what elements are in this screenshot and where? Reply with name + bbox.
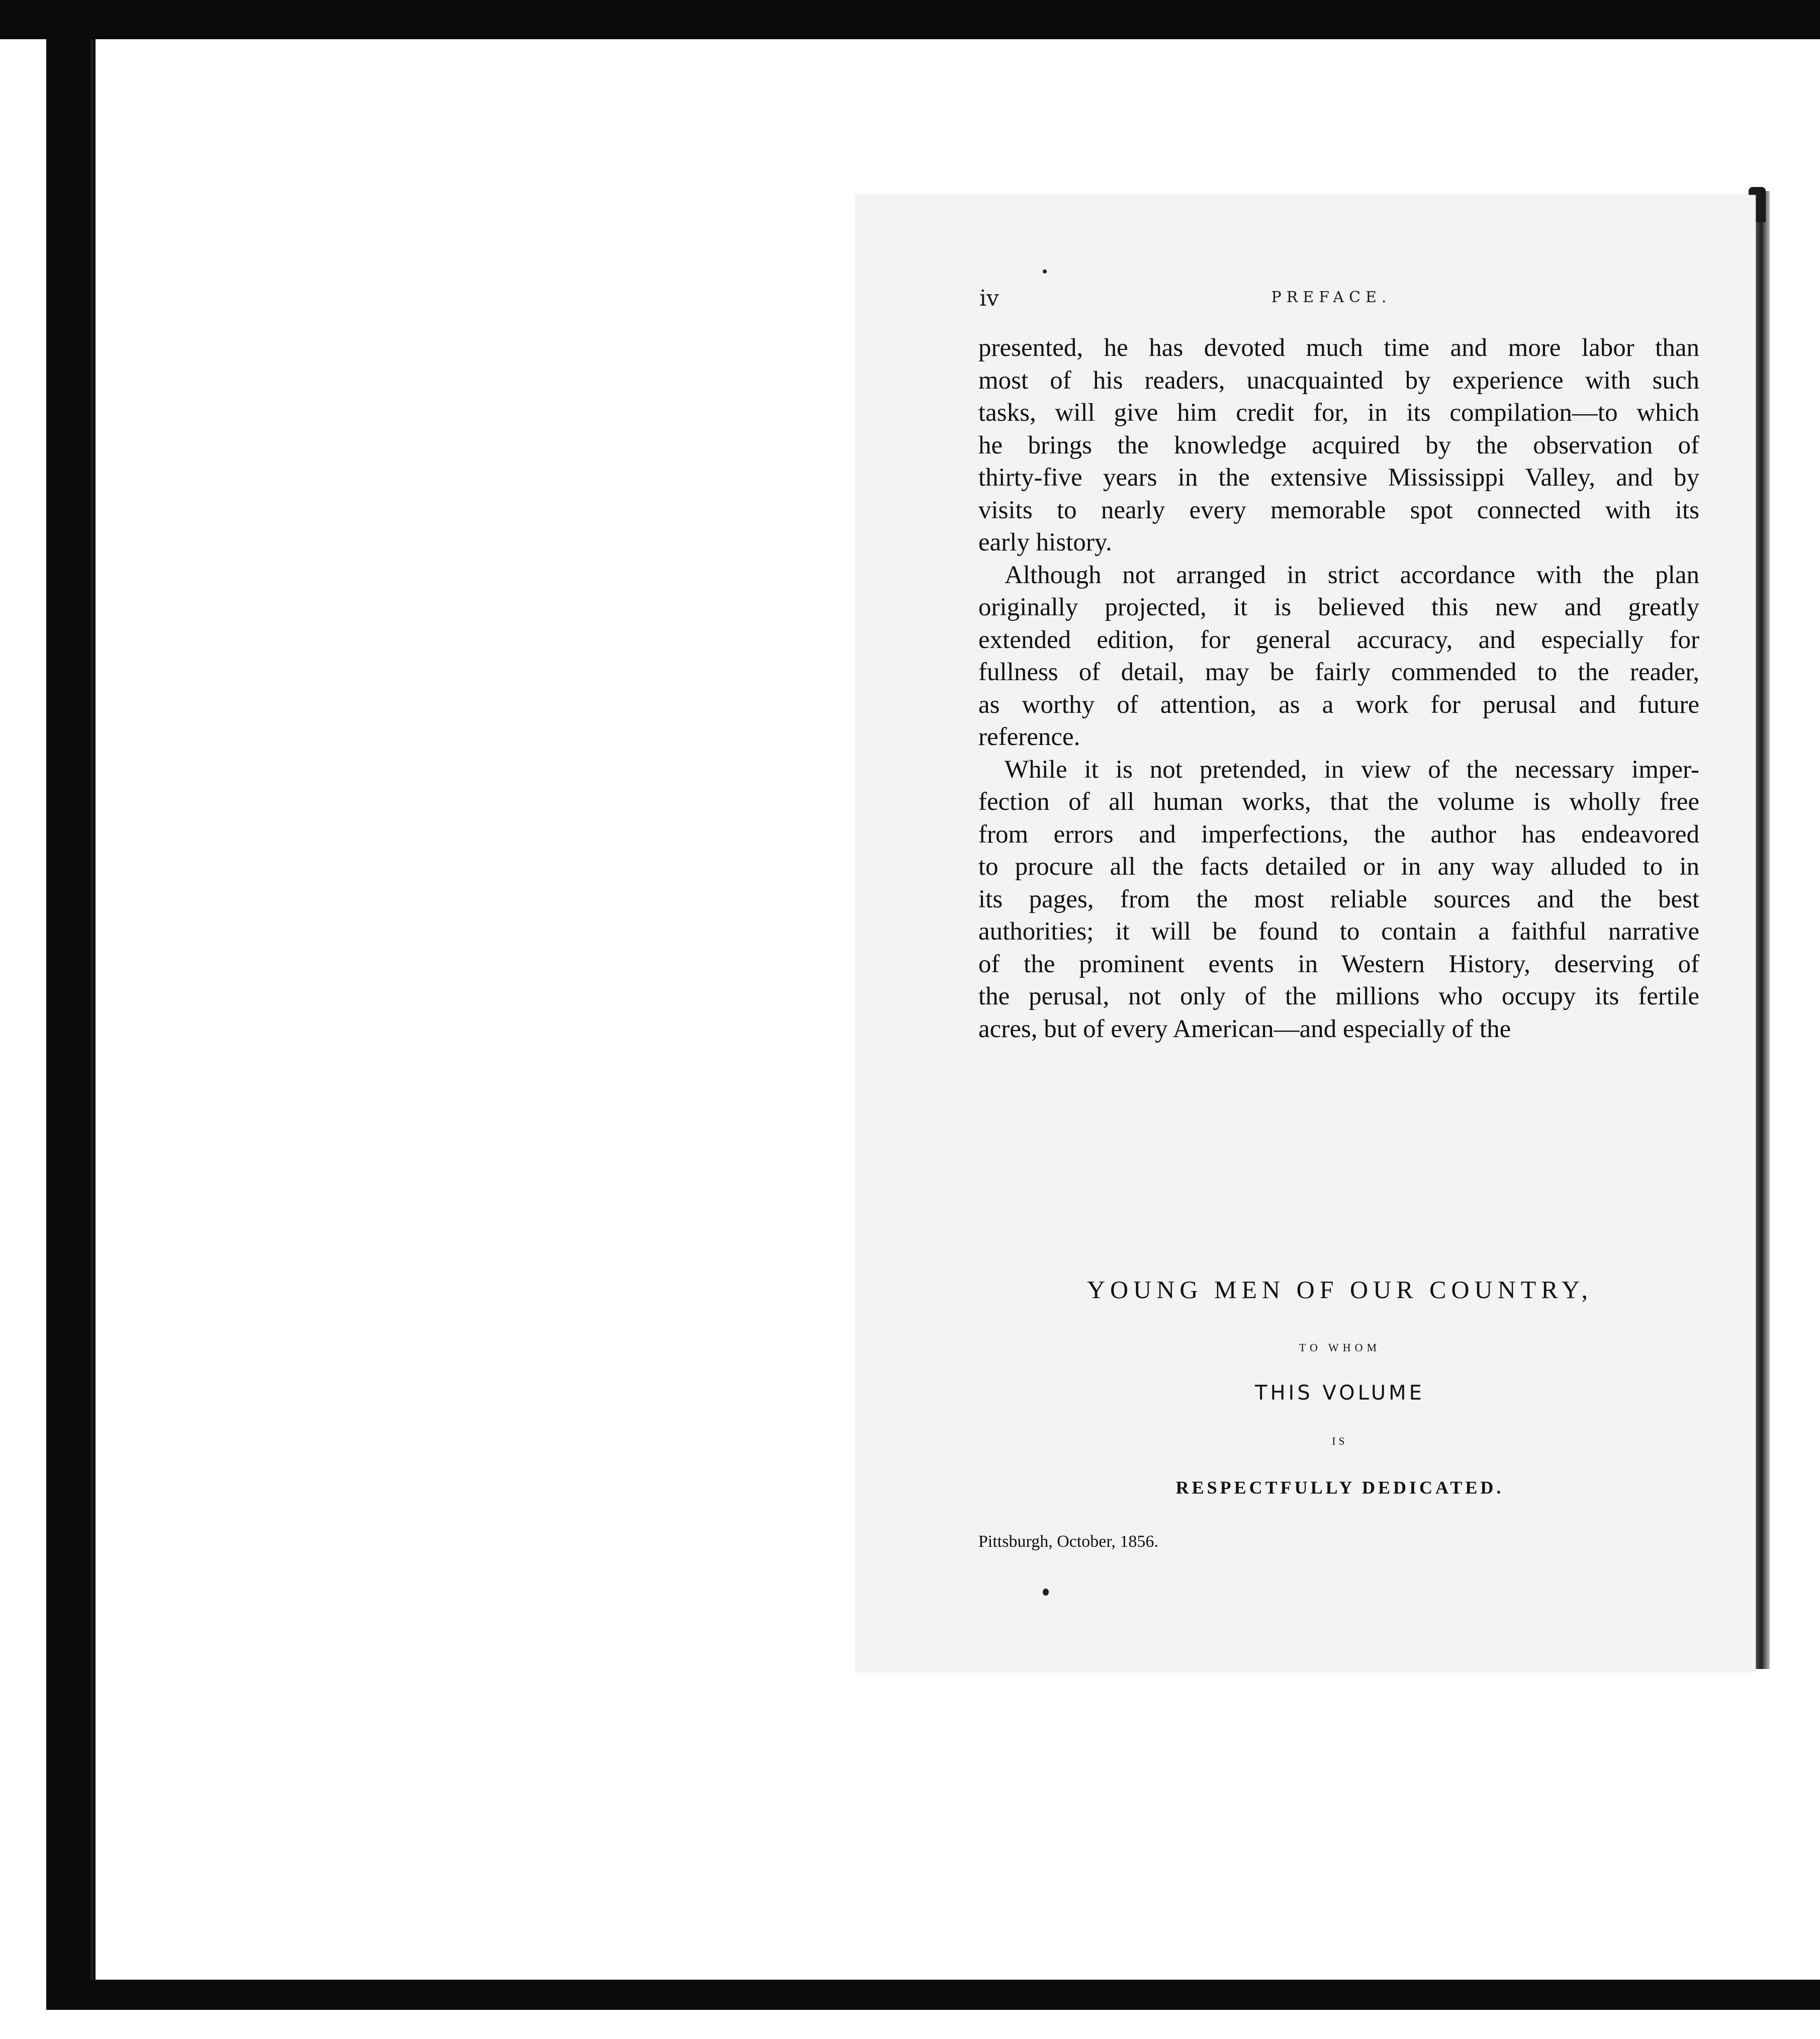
text-line: visits to nearly every memorable spot connected with its: [978, 496, 1699, 524]
text-line: he brings the knowledge acquired by the observation of: [978, 431, 1699, 459]
text-line: reference.: [978, 723, 1080, 751]
text-line: thirty-five years in the extensive Mississippi Valley, and by: [978, 464, 1699, 492]
text-line: authorities; it will be found to contain a faithful narrative: [978, 917, 1699, 946]
signature-place-date: Pittsburgh, October, 1856.: [978, 1532, 1158, 1551]
text-line: While it is not pretended, in view of the necessary imper-: [1005, 755, 1699, 784]
text-line: acres, but of every American—and especially of the: [978, 1014, 1511, 1043]
dedication-line: YOUNG MEN OF OUR COUNTRY,: [1086, 1275, 1593, 1304]
text-line: of the prominent events in Western History, deserving of: [978, 950, 1699, 978]
text-line: as worthy of attention, as a work for perusal and future: [978, 690, 1699, 719]
dust-speck: [1043, 1589, 1049, 1596]
dedication-line: THIS VOLUME: [1255, 1381, 1425, 1405]
preface-body: [978, 332, 1699, 1045]
text-line: early history.: [978, 528, 1112, 557]
page-header: [979, 286, 1683, 316]
scan-border-edge: [90, 39, 94, 1980]
scan-border-bottom: [46, 1980, 1820, 2010]
text-line: fection of all human works, that the volume is wholly free: [978, 788, 1699, 816]
book-page: [856, 195, 1756, 1672]
scan-border-left: [46, 39, 96, 1980]
text-line: originally projected, it is believed this new and greatly: [978, 593, 1699, 621]
dedication-line: TO WHOM: [1299, 1341, 1381, 1354]
running-title: PREFACE.: [1271, 289, 1392, 306]
text-line: fullness of detail, may be fairly commended to the reader,: [978, 658, 1699, 686]
dedication-line: RESPECTFULLY DEDICATED.: [1175, 1477, 1504, 1498]
dust-speck: [1043, 269, 1047, 273]
text-line: presented, he has devoted much time and more labor than: [978, 334, 1699, 362]
text-line: tasks, will give him credit for, in its compilation—to which: [978, 399, 1699, 427]
dedication-line: IS: [1332, 1435, 1348, 1447]
text-line: extended edition, for general accuracy, and especially for: [978, 625, 1699, 654]
text-line: from errors and imperfections, the author has endeavored: [978, 820, 1699, 849]
text-line: the perusal, not only of the millions who occupy its fertile: [978, 982, 1699, 1010]
text-line: to procure all the facts detailed or in any way alluded to in: [978, 853, 1699, 881]
text-line: most of his readers, unacquainted by experience with such: [978, 366, 1699, 395]
text-line: its pages, from the most reliable sources and the best: [978, 885, 1699, 913]
scan-border-top: [0, 0, 1820, 39]
page-number: iv: [979, 286, 999, 311]
text-line: Although not arranged in strict accordance with the plan: [1005, 561, 1699, 589]
